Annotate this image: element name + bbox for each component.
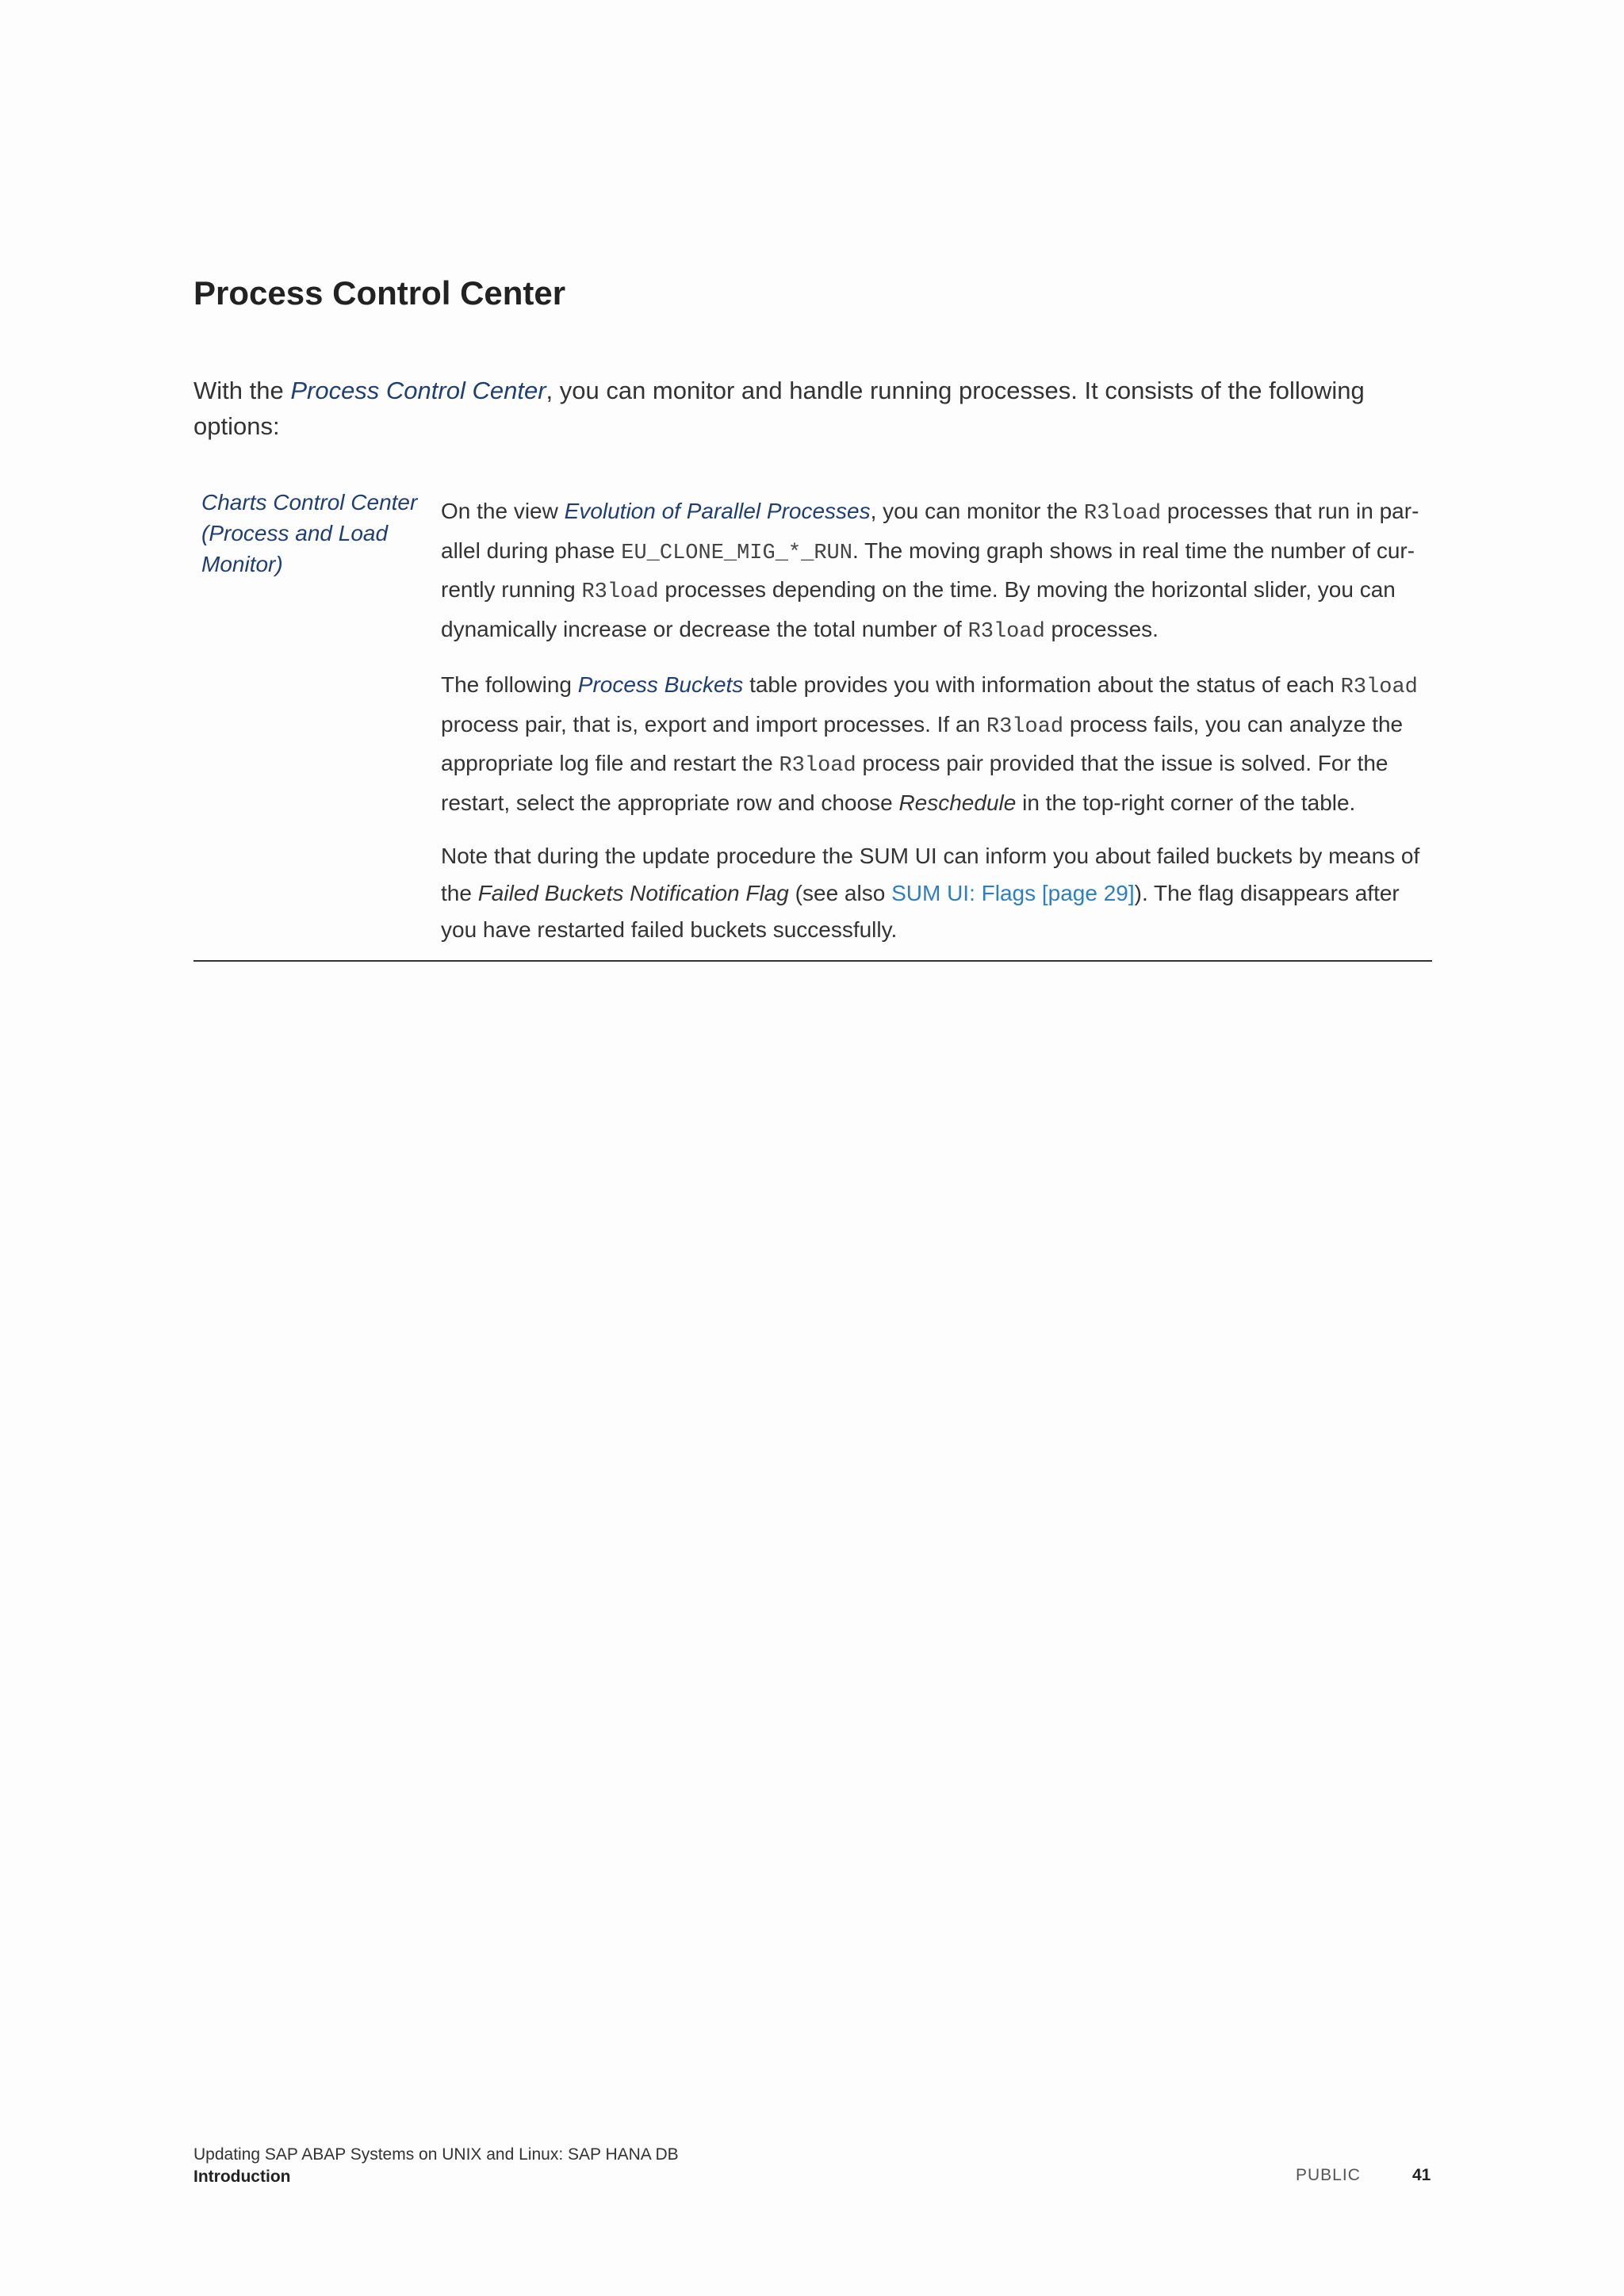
code-r3load: R3load — [986, 714, 1064, 739]
process-buckets-link[interactable]: Process Buckets — [577, 672, 744, 697]
description-paragraph-3 — [441, 838, 1432, 949]
p3-text-2: (see also — [788, 880, 892, 905]
code-r3load: R3load — [967, 619, 1045, 644]
evolution-parallel-processes-link[interactable]: Evolution of Parallel Processes — [564, 499, 871, 523]
intro-paragraph — [193, 373, 1446, 444]
footer-document-title: Updating SAP ABAP Systems on UNIX and Linux: SAP HANA DB — [193, 2145, 679, 2164]
p3-text-3: ). The flag disappears after you have restarted failed buckets successfully. — [441, 880, 1400, 942]
option-term-charts-control-center: Charts Control Center (Process and Load Monitor) — [201, 490, 418, 576]
failed-buckets-flag-term: Failed Buckets Notification Flag — [477, 880, 789, 905]
footer-page-number: 41 — [1412, 2166, 1431, 2184]
p2-text-5: process pair provided that the issue is solved. For the restart, select the appropriate row and choose — [441, 751, 1388, 815]
p1-text-6: processes. — [1044, 616, 1159, 641]
p2-text-4: process fails, you can analyze the appropriate log file and restart the — [441, 711, 1404, 775]
code-r3load: R3load — [779, 754, 856, 778]
footer-document-info — [193, 2144, 679, 2188]
p1-text-2: , you can monitor the — [870, 499, 1084, 523]
p1-text-1: On the view — [441, 499, 565, 523]
sum-ui-flags-link[interactable]: SUM UI: Flags [page 29] — [891, 880, 1135, 905]
p2-text-6: in the top-right corner of the table. — [1016, 790, 1356, 815]
code-r3load: R3load — [1340, 675, 1418, 699]
footer-classification: PUBLIC — [1296, 2166, 1361, 2184]
intro-text-after: , you can monitor and handle running processes. It consists of the following options: — [193, 377, 1365, 440]
p1-text-3: processes that run in parallel during phase — [441, 499, 1419, 563]
p2-text-3: process pair, that is, export and import processes. If an — [441, 711, 986, 737]
p2-text-1: The following — [441, 672, 578, 697]
reschedule-term: Reschedule — [898, 790, 1017, 815]
p1-text-5: processes depending on the time. By moving the horizontal slider, you can dynamically increase or decrease the total number of — [441, 577, 1396, 641]
footer-section-name: Introduction — [193, 2168, 291, 2186]
intro-text-before: With the — [193, 377, 291, 404]
p2-text-2: table provides you with information about the status of each — [743, 672, 1341, 697]
code-r3load: R3load — [1083, 502, 1162, 526]
p1-text-4: . The moving graph shows in real time the number of currently running — [441, 538, 1415, 602]
description-paragraph-2 — [441, 667, 1432, 821]
description-paragraph-1 — [441, 485, 1432, 650]
option-description — [441, 485, 1432, 960]
code-phase-name: EU_CLONE_MIG_*_RUN — [621, 541, 852, 565]
p3-text-1: Note that during the update procedure the SUM UI can inform you about failed buckets by means of the — [441, 844, 1420, 905]
code-r3load: R3load — [581, 580, 659, 604]
section-heading: Process Control Center — [193, 274, 566, 312]
process-control-center-link[interactable]: Process Control Center — [290, 377, 546, 404]
options-table — [193, 485, 1432, 962]
